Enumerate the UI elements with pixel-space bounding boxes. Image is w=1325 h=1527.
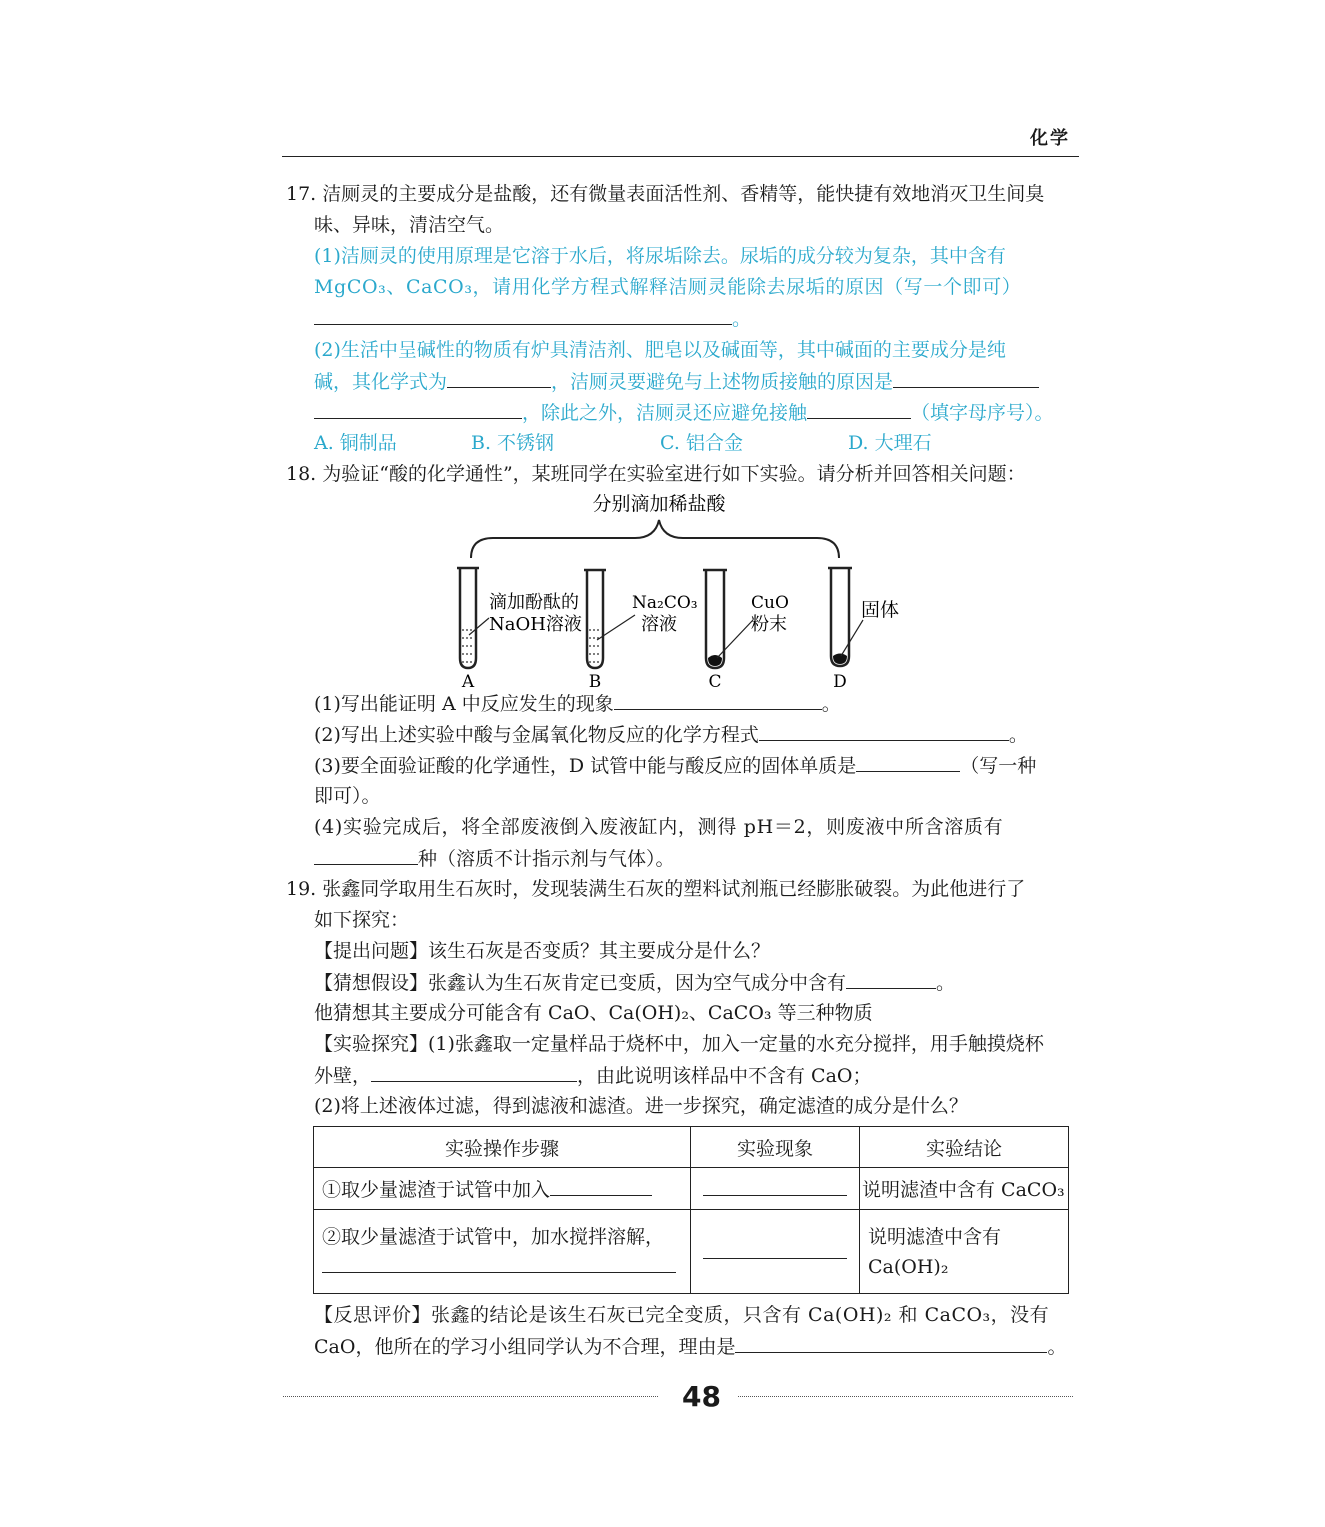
- tube-a-label-2: NaOH溶液: [489, 614, 582, 635]
- q19-experiment-line1: 【实验探究】(1)张鑫取一定量样品于烧杯中，加入一定量的水充分搅拌，用手触摸烧杯: [314, 1033, 1044, 1055]
- q19-stem-line2: 如下探究：: [314, 909, 410, 931]
- table-cell-phenomenon-2: [691, 1210, 860, 1294]
- tube-d-letter: D: [833, 672, 847, 690]
- q17-part1-line3: 。: [314, 306, 751, 331]
- table-cell-step-1: ①取少量滤渣于试管中加入: [314, 1168, 691, 1210]
- q17-formula-blank[interactable]: [447, 369, 551, 388]
- table-cell-phenomenon-1: [691, 1168, 860, 1210]
- subject-header: 化学: [1030, 128, 1070, 149]
- q18-sub4-line2: 种（溶质不计指示剂与气体）。: [314, 846, 675, 871]
- q19-touch-blank[interactable]: [371, 1063, 577, 1082]
- table-cell-step-2: ②取少量滤渣于试管中，加水搅拌溶解，: [314, 1210, 691, 1294]
- q19-hypothesis-line2: 他猜想其主要成分可能含有 CaO、Ca(OH)₂、CaCO₃ 等三种物质: [314, 1002, 873, 1024]
- q17-part1-line2: MgCO₃、CaCO₃，请用化学方程式解释洁厕灵能除去尿垢的原因（写一个即可）: [314, 276, 1022, 298]
- table-header-conclusion: 实验结论: [860, 1127, 1069, 1168]
- q17-reason-blank-a[interactable]: [893, 369, 1039, 388]
- q18-stem: 18. 为验证“酸的化学通性”，某班同学在实验室进行如下实验。请分析并回答相关问题：: [286, 463, 1026, 485]
- q19-air-component-blank[interactable]: [846, 970, 936, 989]
- table-cell-conclusion-2: 说明滤渣中含有 Ca(OH)₂: [860, 1210, 1069, 1294]
- table-header-row: [314, 1127, 1069, 1168]
- q17-option-d: D. 大理石: [848, 432, 932, 454]
- table-header-phenomenon: 实验现象: [691, 1127, 860, 1168]
- q17-stem-line2: 味、异味，清洁空气。: [314, 214, 505, 236]
- tube-b-label-2: 溶液: [641, 614, 677, 635]
- q18-equation-blank[interactable]: [759, 722, 1009, 741]
- q17-option-c: C. 铝合金: [660, 432, 743, 454]
- page-number: 48: [682, 1380, 721, 1413]
- footer-dotted-rule-right: [738, 1396, 1073, 1397]
- table-step1-blank[interactable]: [550, 1177, 652, 1196]
- table-cell-conclusion-1: 说明滤渣中含有 CaCO₃: [860, 1168, 1069, 1210]
- q18-sub2: (2)写出上述实验中酸与金属氧化物反应的化学方程式 。: [314, 724, 1028, 746]
- q19-reflection-line1: 【反思评价】张鑫的结论是该生石灰已完全变质，只含有 Ca(OH)₂ 和 CaCO₃，没有: [314, 1304, 1050, 1326]
- q18-phenomenon-blank[interactable]: [614, 691, 822, 710]
- q18-sub1: (1)写出能证明 A 中反应发生的现象 。: [314, 693, 841, 715]
- tube-b-label-1: Na₂CO₃: [632, 593, 698, 613]
- test-tube-figure: [455, 490, 910, 690]
- q17-equation-blank[interactable]: [314, 306, 732, 325]
- q18-sub4-line1: (4)实验完成后，将全部废液倒入废液缸内，测得 pH＝2，则废液中所含溶质有: [314, 816, 1004, 838]
- experiment-table: [313, 1126, 1069, 1294]
- tube-b-letter: B: [588, 672, 602, 690]
- q17-option-b: B. 不锈钢: [471, 432, 555, 454]
- table-phenomenon1-blank[interactable]: [703, 1177, 847, 1196]
- figure-top-label: 分别滴加稀盐酸: [592, 493, 726, 515]
- q17-part1-line1: (1)洁厕灵的使用原理是它溶于水后，将尿垢除去。尿垢的成分较为复杂，其中含有: [314, 245, 1006, 267]
- tube-c-letter: C: [708, 672, 722, 690]
- q17-part2-line1: (2)生活中呈碱性的物质有炉具清洁剂、肥皂以及碱面等，其中碱面的主要成分是纯: [314, 339, 1006, 361]
- q18-sub3-line2: 即可）。: [314, 785, 381, 807]
- q19-stem-line1: 19. 张鑫同学取用生石灰时，发现装满生石灰的塑料试剂瓶已经膨胀破裂。为此他进行了: [286, 878, 1026, 900]
- q17-option-a: A. 铜制品: [314, 432, 397, 454]
- tube-c-label-1: CuO: [751, 593, 789, 613]
- q19-experiment-line2: 外壁， ，由此说明该样品中不含有 CaO；: [314, 1065, 872, 1087]
- q17-letter-blank[interactable]: [807, 400, 911, 419]
- table-row: [314, 1168, 1069, 1210]
- q19-hypothesis: 【猜想假设】张鑫认为生石灰肯定已变质，因为空气成分中含有 。: [314, 972, 956, 994]
- tube-c-label-2: 粉末: [751, 614, 787, 635]
- q17-stem-line1: 17. 洁厕灵的主要成分是盐酸，还有微量表面活性剂、香精等，能快捷有效地消灭卫生间臭: [286, 183, 1045, 205]
- tube-a-letter: A: [461, 672, 475, 690]
- table-step2-blank[interactable]: [322, 1254, 676, 1273]
- footer-dotted-rule-left: [283, 1396, 658, 1397]
- table-row: [314, 1210, 1069, 1294]
- q17-reason-blank-b[interactable]: [314, 400, 522, 419]
- q19-experiment-line3: (2)将上述液体过滤，得到滤液和滤渣。进一步探究，确定滤渣的成分是什么？: [314, 1095, 968, 1117]
- q19-reason-blank[interactable]: [735, 1334, 1047, 1353]
- q17-part2-line3: ，除此之外，洁厕灵还应避免接触 （填字母序号）。: [314, 400, 1054, 425]
- tube-d-label: 固体: [861, 599, 900, 621]
- tube-a-label-1: 滴加酚酞的: [489, 592, 579, 613]
- q19-question: 【提出问题】该生石灰是否变质？其主要成分是什么？: [314, 940, 771, 962]
- q19-reflection-line2: CaO，他所在的学习小组同学认为不合理，理由是 。: [314, 1336, 1067, 1358]
- header-divider: [282, 156, 1079, 157]
- q17-part2-line2: 碱，其化学式为 ，洁厕灵要避免与上述物质接触的原因是: [314, 369, 1039, 394]
- q18-element-blank[interactable]: [856, 753, 960, 772]
- table-phenomenon2-blank[interactable]: [703, 1240, 847, 1259]
- q18-sub3: (3)要全面验证酸的化学通性，D 试管中能与酸反应的固体单质是 （写一种: [314, 755, 1037, 777]
- q18-solute-count-blank[interactable]: [314, 846, 418, 865]
- table-header-steps: 实验操作步骤: [314, 1127, 691, 1168]
